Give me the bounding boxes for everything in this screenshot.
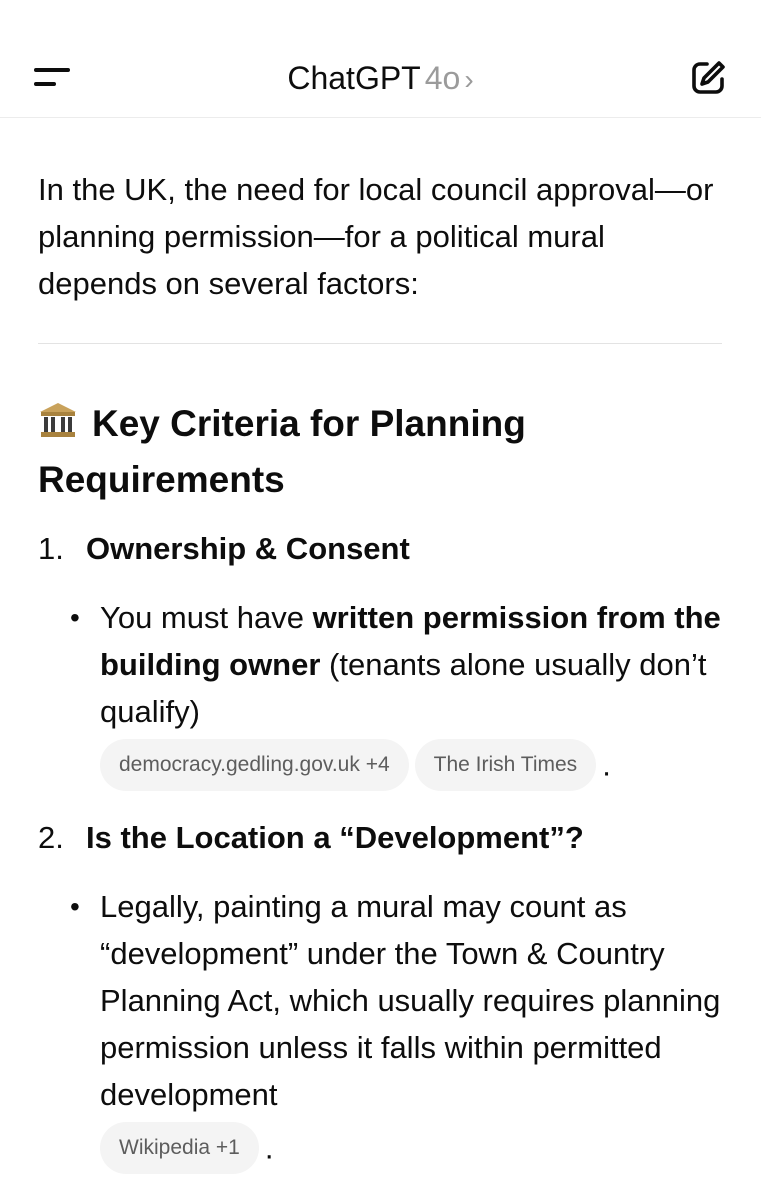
bullet-dot: •	[70, 602, 80, 633]
period: .	[264, 1130, 274, 1166]
period: .	[602, 747, 611, 783]
bullet-item	[70, 594, 728, 795]
new-chat-icon[interactable]	[688, 58, 728, 98]
citation-row	[100, 739, 728, 795]
list-item-title: Is the Location a “Development”?	[86, 820, 584, 855]
assistant-message	[38, 166, 728, 1178]
citation-pill[interactable]: The Irish Times	[415, 739, 597, 791]
list-number: 2.	[38, 820, 64, 855]
bullet-text: Legally, painting a mural may count as “development” under the Town & Country Planning Act, which usually requires planning permission unless it falls within permitted development	[100, 889, 721, 1112]
list-number: 1.	[38, 531, 64, 566]
citation-row	[100, 1122, 728, 1178]
bullet-text-bold: written permission from the building owner	[100, 600, 721, 682]
citation-pill[interactable]: democracy.gedling.gov.uk +4	[100, 739, 409, 791]
divider	[38, 343, 722, 344]
intro-paragraph: In the UK, the need for local council approval—or planning permission—for a political mural depends on several factors:	[38, 172, 714, 301]
model-name: 4o	[424, 60, 461, 96]
classical-building-icon	[38, 400, 78, 440]
list-item	[38, 526, 728, 795]
bullet-item	[70, 883, 728, 1178]
citation-pill[interactable]: Wikipedia +1	[100, 1122, 259, 1174]
bullet-dot: •	[70, 891, 80, 922]
app-name: ChatGPT	[287, 60, 421, 96]
chevron-right-icon: ›	[464, 64, 474, 95]
top-bar	[0, 0, 761, 118]
bullet-text-pre: You must have	[100, 600, 313, 635]
section-heading-text: Key Criteria for Planning Requirements	[38, 403, 526, 500]
list-item-title: Ownership & Consent	[86, 531, 410, 566]
compose-icon	[688, 58, 728, 98]
list-item	[38, 815, 728, 1178]
model-selector[interactable]	[0, 58, 761, 100]
bullet-text-post: (tenants alone usually don’t qualify)	[100, 647, 707, 729]
section-heading	[38, 396, 728, 508]
